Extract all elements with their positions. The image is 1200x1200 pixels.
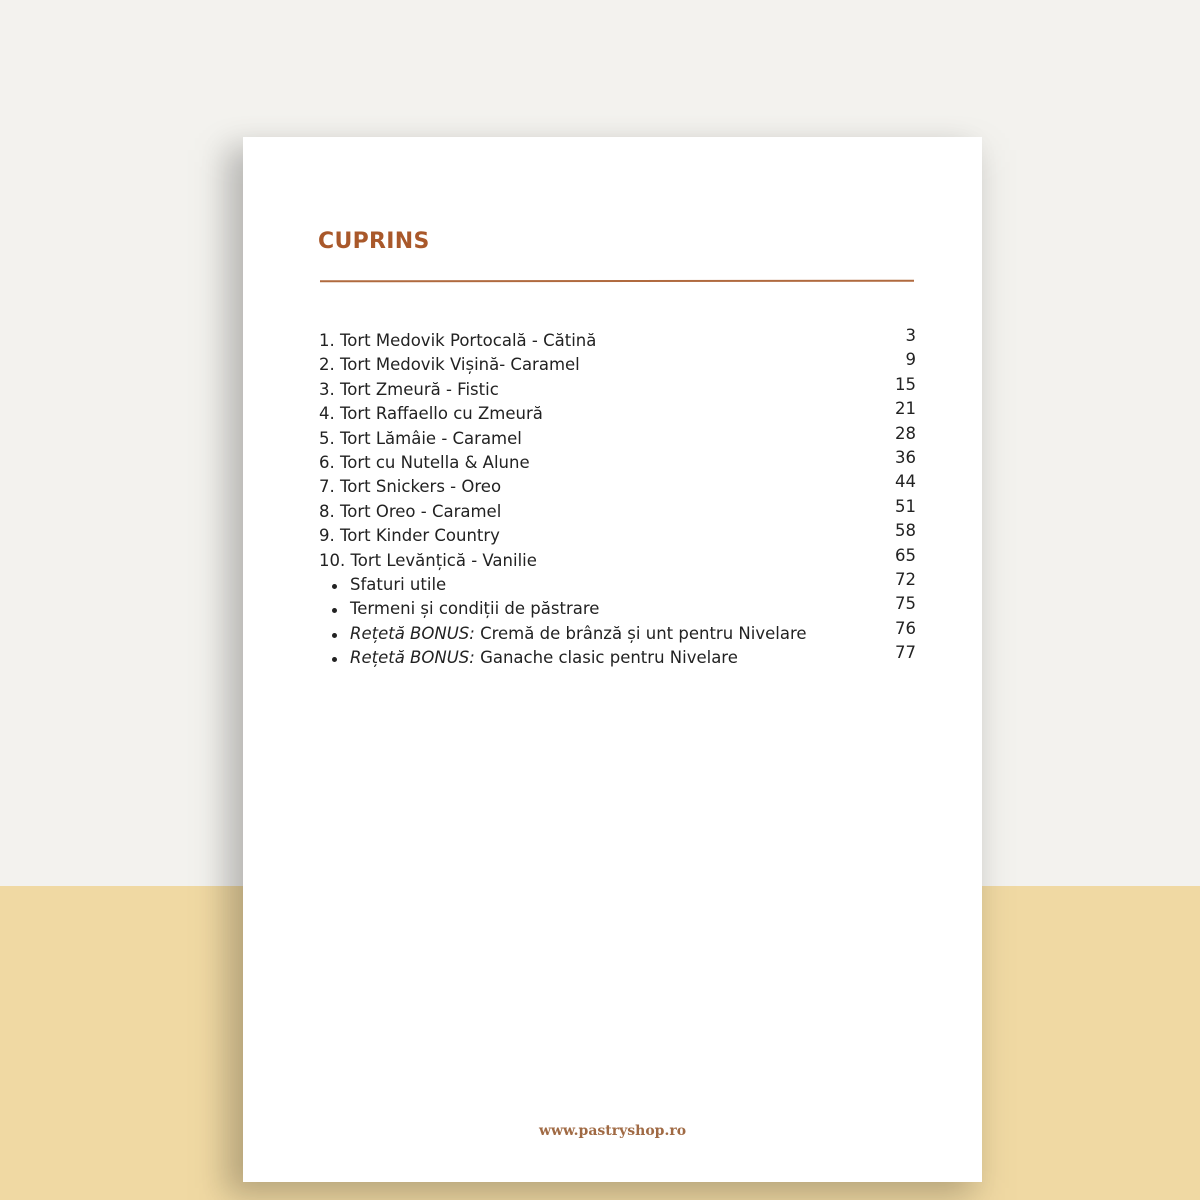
- toc-item: [319, 422, 916, 446]
- toc-item-label: 5. Tort Lămâie - Caramel: [319, 428, 522, 448]
- toc-item: [319, 470, 916, 497]
- toc-extra-item: [319, 617, 916, 641]
- toc-item-label: 9. Tort Kinder Country: [319, 526, 500, 546]
- toc-item: [319, 544, 916, 568]
- toc-item: [319, 495, 916, 519]
- toc-item-page: 51: [895, 496, 916, 516]
- toc-extra-label: Ganache clasic pentru Nivelare: [474, 648, 738, 668]
- toc-item-label: 10. Tort Levănțică - Vanilie: [319, 550, 537, 570]
- toc-item-label: 3. Tort Zmeură - Fistic: [319, 379, 499, 399]
- toc-item-label: 8. Tort Oreo - Caramel: [319, 501, 502, 521]
- toc-item: [319, 324, 916, 348]
- toc-extra-label: Termeni și condiții de păstrare: [350, 599, 600, 619]
- page-title: CUPRINS: [318, 229, 430, 254]
- toc-item-page: 15: [895, 374, 916, 394]
- toc-extra-page: 75: [895, 594, 916, 614]
- table-of-contents: [319, 324, 916, 668]
- bullet-icon: [332, 657, 337, 662]
- toc-extra-label: Cremă de brânză și unt pentru Nivelare: [474, 623, 807, 643]
- toc-item-label: 4. Tort Raffaello cu Zmeură: [319, 404, 543, 424]
- toc-item-label: 2. Tort Medovik Vișină- Caramel: [319, 355, 580, 375]
- toc-item-page: 36: [895, 447, 916, 467]
- footer-website-url: www.pastryshop.ro: [538, 1123, 687, 1139]
- toc-item: [319, 348, 916, 375]
- toc-extra-item: [319, 568, 916, 592]
- toc-extra-label-wrap: [350, 646, 738, 670]
- bullet-icon: [332, 608, 337, 613]
- toc-extra-page: 72: [895, 569, 916, 589]
- toc-item: [319, 397, 916, 424]
- toc-extra-item: [319, 641, 916, 668]
- toc-extra-prefix: Rețetă BONUS:: [350, 623, 475, 643]
- toc-extra-prefix: Rețetă BONUS:: [350, 648, 475, 668]
- document-page: [243, 137, 982, 1182]
- toc-item-page: 58: [895, 521, 916, 541]
- toc-item: [319, 446, 916, 470]
- bullet-icon: [332, 633, 337, 638]
- bullet-icon: [332, 584, 337, 589]
- toc-item: [319, 519, 916, 546]
- toc-item-label: 1. Tort Medovik Portocală - Cătină: [319, 331, 597, 350]
- toc-item: [319, 373, 916, 397]
- toc-extra-page: 77: [895, 643, 916, 663]
- toc-item-label: 6. Tort cu Nutella & Alune: [319, 452, 530, 472]
- toc-item-page: 3: [905, 326, 916, 345]
- toc-extra-item: [319, 592, 916, 619]
- toc-extra-label: Sfaturi utile: [350, 574, 447, 594]
- toc-item-page: 9: [905, 350, 916, 370]
- toc-item-page: 65: [895, 545, 916, 565]
- toc-extra-page: 76: [895, 618, 916, 638]
- toc-item-page: 44: [895, 472, 916, 492]
- title-divider: [320, 280, 914, 283]
- toc-item-label: 7. Tort Snickers - Oreo: [319, 477, 502, 497]
- toc-item-page: 28: [895, 423, 916, 443]
- toc-item-page: 21: [895, 399, 916, 419]
